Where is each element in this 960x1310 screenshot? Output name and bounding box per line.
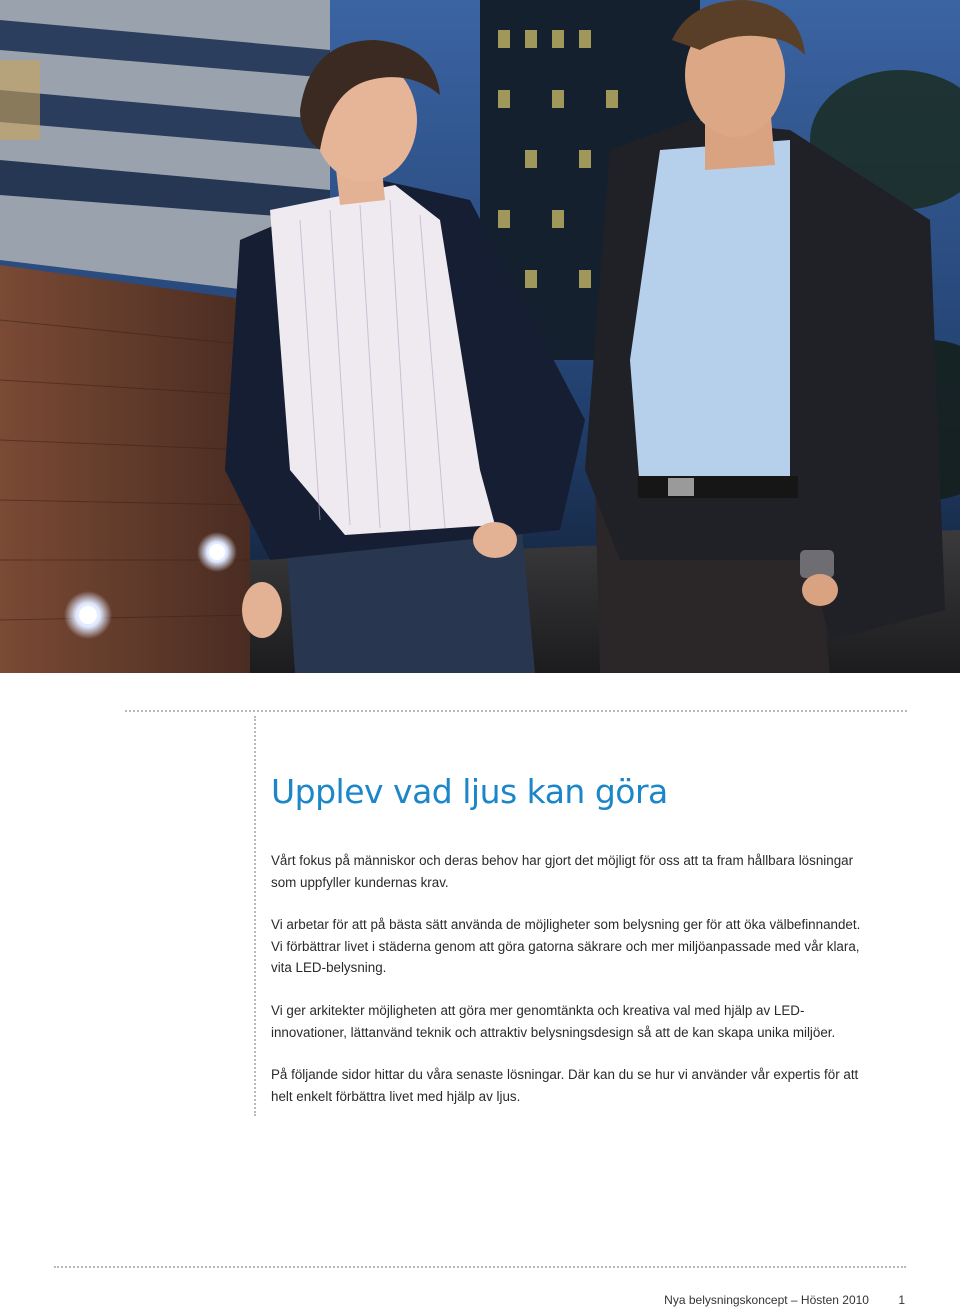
dotted-rule-bottom	[54, 1266, 906, 1268]
page-number: 1	[898, 1293, 905, 1307]
article-paragraph: Vi ger arkitekter möjligheten att göra mer genomtänkta och kreativa val med hjälp av LED-innovationer, lättanvänd teknik och attraktiv belysningsdesign så att de kan skapa unika miljöer.	[271, 1002, 836, 1040]
article-paragraph: På följande sidor hittar du våra senaste lösningar. Där kan du se hur vi använder vår expertis för att helt enkelt förbättra livet med hjälp av ljus.	[271, 1067, 859, 1104]
article-heading: Upplev vad ljus kan göra	[271, 772, 668, 811]
dotted-rule-top	[125, 710, 907, 712]
article-paragraph: Vi arbetar för att på bästa sätt använda de möjligheter som belysning ger för att öka välbefinnandet.	[271, 917, 861, 933]
dotted-rule-left	[254, 716, 256, 1116]
page-footer	[664, 1293, 905, 1307]
article-paragraph: Vi förbättrar livet i städerna genom att göra gatorna säkrare och mer miljöanpassade med vår klara, vita LED-belysning.	[271, 938, 860, 976]
article	[271, 764, 871, 1128]
article-paragraph: Vårt fokus på människor och deras behov har gjort det möjligt för oss att ta fram hållbara lösningar som uppfyller kundernas krav.	[271, 853, 854, 890]
footer-publication: Nya belysningskoncept – Hösten 2010	[664, 1293, 869, 1307]
